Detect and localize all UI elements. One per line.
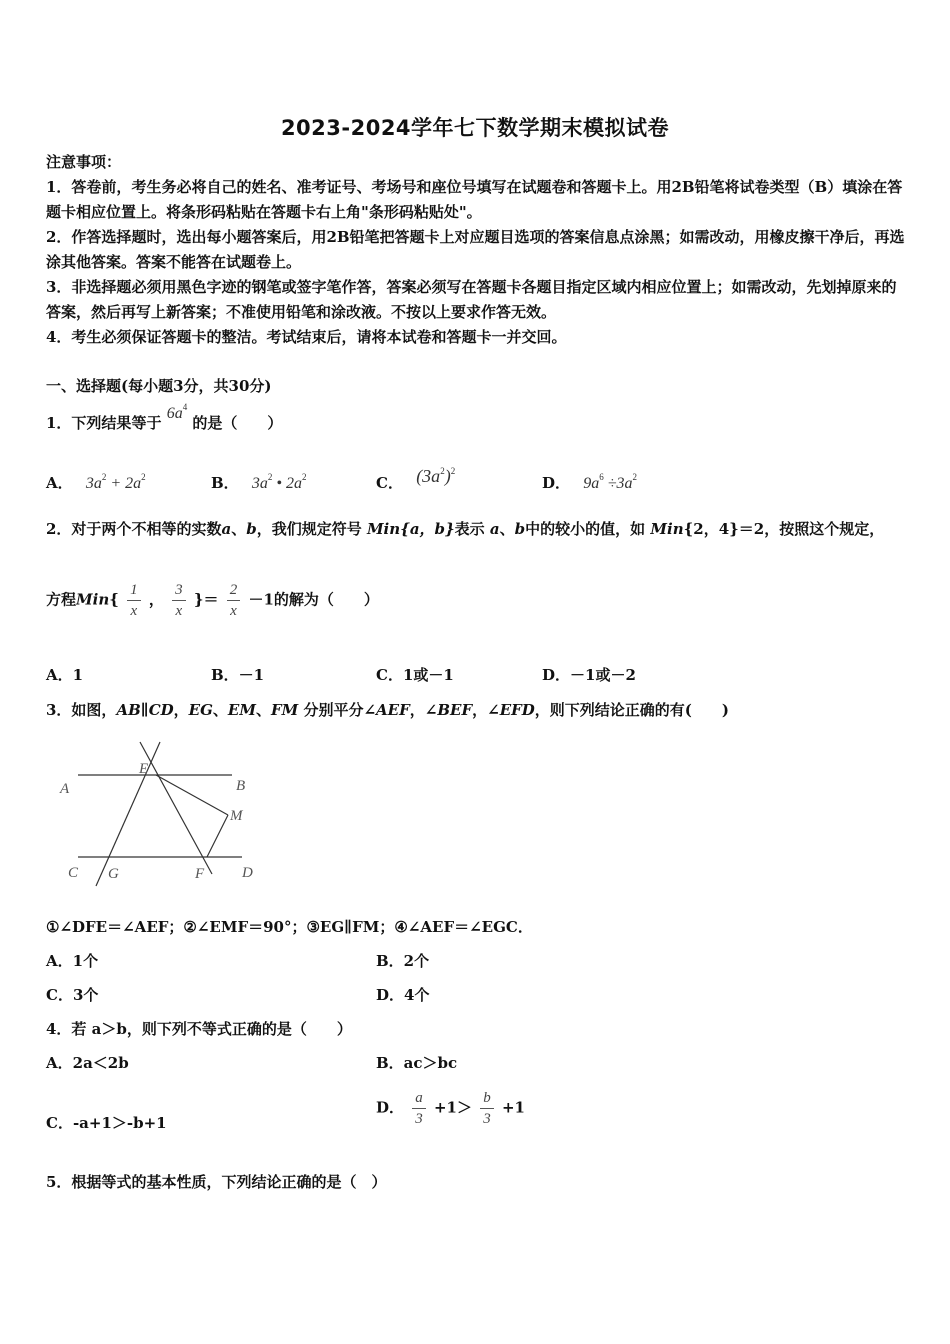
q1-stem-pre: 1．下列结果等于 xyxy=(46,414,162,432)
q3-option-b[interactable]: B．2个 xyxy=(376,952,430,970)
label-g: G xyxy=(108,866,119,882)
page-title: 2023-2024学年七下数学期末模拟试卷 xyxy=(280,116,670,140)
q2-option-c[interactable]: C．1或－1 xyxy=(376,666,454,684)
q1-option-c[interactable]: C． $(3a^2)^2$ xyxy=(376,466,456,492)
question-3-stem: 3．如图，AB∥CD，EG、EM、FM 分别平分∠AEF，∠BEF，∠EFD，则下列结论正确的有( ) xyxy=(46,701,729,719)
q1-stem-expression: $6a^4$ xyxy=(166,402,188,422)
label-a: A xyxy=(60,781,70,797)
fraction-b-over-3: $\frac{b}{3}$ xyxy=(480,1088,494,1129)
q1-option-d[interactable]: D． $9a^6 \div 3a^2$ xyxy=(542,472,638,492)
q2-option-b[interactable]: B．－1 xyxy=(211,666,265,684)
q3-option-a[interactable]: A．1个 xyxy=(46,952,99,970)
question-5-stem: 5．根据等式的基本性质，下列结论正确的是（ ） xyxy=(46,1173,387,1191)
line-ef xyxy=(140,742,212,874)
q2-option-a[interactable]: A．1 xyxy=(46,666,84,684)
q1-option-a[interactable]: A． $3a^2 + 2a^2$ xyxy=(46,472,146,492)
q4-option-c[interactable]: C．-a+1＞-b+1 xyxy=(46,1114,167,1132)
label-d: D xyxy=(242,865,253,881)
q4-option-d[interactable]: D． $\frac{a}{3}$ +1＞ $\frac{b}{3}$ +1 xyxy=(376,1090,525,1127)
fraction-2-over-x: $\frac{2}{x}$ xyxy=(227,580,241,621)
q3-conclusions: ①∠DFE＝∠AEF；②∠EMF＝90°；③EG∥FM；④∠AEF＝∠EGC． xyxy=(46,918,533,936)
label-c: C xyxy=(68,865,79,881)
q1-stem-post: 的是（ ） xyxy=(192,414,283,432)
notice-block xyxy=(46,150,906,350)
q3-option-d[interactable]: D．4个 xyxy=(376,986,430,1004)
question-2-line-2: 方程Min{ $\frac{1}{x}$ ， $\frac{3}{x}$ }＝ $\frac{2}{x}$ －1的解为（ ） xyxy=(46,582,379,619)
question-4-stem: 4．若 a＞b，则下列不等式正确的是（ ） xyxy=(46,1020,352,1038)
geometry-figure xyxy=(52,740,272,890)
q3-option-c[interactable]: C．3个 xyxy=(46,986,99,1004)
fraction-3-over-x: $\frac{3}{x}$ xyxy=(172,580,186,621)
notice-item-2: 2．作答选择题时，选出每小题答案后，用2B铅笔把答题卡上对应题目选项的答案信息点涂黑；如需改动，用橡皮擦干净后，再选涂其他答案。答案不能答在试题卷上。 xyxy=(46,228,905,271)
notice-item-1: 1．答卷前，考生务必将自己的姓名、准考证号、考场号和座位号填写在试题卷和答题卡上。用2B铅笔将试卷类型（B）填涂在答题卡相应位置上。将条形码粘贴在答题卡右上角"条形码粘贴处"。 xyxy=(46,178,903,221)
q4-option-b[interactable]: B．ac＞bc xyxy=(376,1054,458,1072)
question-1-stem xyxy=(46,402,283,433)
q1-option-b[interactable]: B． $3a^2$ • $2a^2$ xyxy=(211,472,307,492)
label-e: E xyxy=(139,761,149,777)
notice-item-3: 3．非选择题必须用黑色字迹的钢笔或签字笔作答，答案必须写在答题卡各题目指定区域内相应位置上；如需改动，先划掉原来的答案，然后再写上新答案；不准使用铅笔和涂改液。不按以上要求作答无效。 xyxy=(46,278,897,321)
q2-option-d[interactable]: D．－1或－2 xyxy=(542,666,636,684)
q4-option-a[interactable]: A．2a＜2b xyxy=(46,1054,129,1072)
label-f: F xyxy=(195,866,205,882)
fraction-a-over-3: $\frac{a}{3}$ xyxy=(412,1088,426,1129)
notice-heading: 注意事项： xyxy=(46,153,122,171)
label-b: B xyxy=(236,778,246,794)
line-eg xyxy=(96,742,160,886)
label-m: M xyxy=(230,808,243,824)
line-em xyxy=(156,775,228,815)
fraction-1-over-x: $\frac{1}{x}$ xyxy=(127,580,141,621)
notice-item-4: 4．考生必须保证答题卡的整洁。考试结束后，请将本试卷和答题卡一并交回。 xyxy=(46,328,567,346)
line-fm xyxy=(207,815,228,857)
section-heading: 一、选择题(每小题3分，共30分) xyxy=(46,377,272,395)
question-2-line-1: 2．对于两个不相等的实数a、b，我们规定符号 Min{a，b}表示 a、b中的较小的值，如 Min{2，4}＝2，按照这个规定， xyxy=(46,520,885,538)
